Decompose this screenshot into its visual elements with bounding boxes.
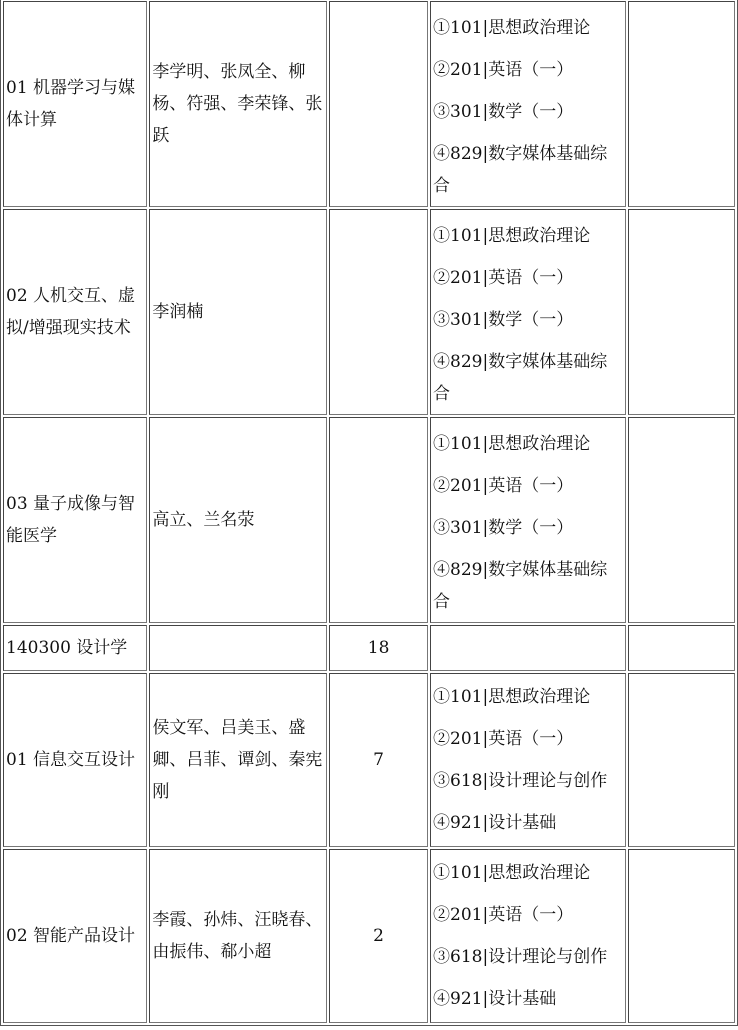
exam-subjects-cell [430, 209, 626, 415]
advisors: 李霞、孙炜、汪晓春、由振伟、郗小超 [152, 910, 323, 962]
exam-subject: ③618|设计理论与创作 [433, 947, 608, 967]
advisors: 李学明、张凤全、柳杨、符强、李荣锋、张跃 [152, 62, 323, 146]
exam-subject: ③301|数学（一） [433, 101, 574, 122]
notes-cell [628, 209, 735, 415]
table-row [3, 1, 735, 207]
exam-subject: ④921|设计基础 [433, 813, 557, 833]
research-direction: 03 量子成像与智能医学 [6, 494, 136, 546]
research-direction: 02 智能产品设计 [6, 926, 136, 946]
exam-subject: ①101|思想政治理论 [433, 687, 591, 707]
advisors-cell [149, 1, 327, 207]
exam-subject: ③301|数学（一） [433, 309, 574, 330]
exam-subject: ①101|思想政治理论 [433, 225, 591, 246]
notes-cell [628, 849, 735, 1023]
exam-subject: ④921|设计基础 [433, 989, 557, 1009]
advisors: 李润楠 [152, 302, 204, 322]
enrollment-count-cell [329, 673, 428, 847]
advisors: 高立、兰名荥 [152, 510, 255, 530]
table-row-discipline [3, 625, 735, 671]
enrollment-count-cell [329, 849, 428, 1023]
exam-subjects-cell [430, 625, 626, 671]
enrollment-count-cell [329, 417, 428, 623]
advisors-cell [149, 673, 327, 847]
exam-subjects-cell [430, 1, 626, 207]
research-direction-cell [3, 417, 147, 623]
enrollment-count: 2 [373, 926, 384, 946]
exam-subject: ①101|思想政治理论 [433, 17, 591, 38]
notes-cell [628, 417, 735, 623]
research-direction: 01 机器学习与媒体计算 [6, 78, 136, 130]
table-row [3, 849, 735, 1023]
table-row [3, 673, 735, 847]
notes-cell [628, 673, 735, 847]
exam-subject: ④829|数字媒体基础综合 [433, 351, 608, 404]
exam-subject: ②201|英语（一） [433, 267, 574, 288]
discipline-code-name: 140300 设计学 [6, 638, 128, 658]
advisors-cell [149, 625, 327, 671]
research-direction-cell [3, 209, 147, 415]
exam-subjects-cell [430, 417, 626, 623]
exam-subject: ②201|英语（一） [433, 729, 574, 749]
exam-subject: ②201|英语（一） [433, 59, 574, 80]
research-direction-cell [3, 673, 147, 847]
discipline-cell [3, 625, 147, 671]
notes-cell [628, 625, 735, 671]
exam-subjects-cell [430, 849, 626, 1023]
enrollment-count-cell [329, 209, 428, 415]
notes-cell [628, 1, 735, 207]
advisors-cell [149, 849, 327, 1023]
exam-subject: ④829|数字媒体基础综合 [433, 559, 608, 612]
exam-subject: ③618|设计理论与创作 [433, 771, 608, 791]
research-direction-cell [3, 1, 147, 207]
research-direction: 02 人机交互、虚拟/增强现实技术 [6, 286, 136, 338]
research-direction-cell [3, 849, 147, 1023]
enrollment-count-cell [329, 625, 428, 671]
enrollment-count: 7 [373, 750, 384, 770]
exam-subject: ②201|英语（一） [433, 905, 574, 925]
research-direction: 01 信息交互设计 [6, 750, 136, 770]
exam-subject: ③301|数学（一） [433, 517, 574, 538]
enrollment-count: 18 [367, 638, 390, 658]
exam-subject: ①101|思想政治理论 [433, 863, 591, 883]
advisors: 侯文军、吕美玉、盛卿、吕菲、谭剑、秦宪刚 [152, 718, 323, 802]
exam-subjects-cell [430, 673, 626, 847]
table-row [3, 209, 735, 415]
exam-subject: ①101|思想政治理论 [433, 433, 591, 454]
advisors-cell [149, 417, 327, 623]
exam-subject: ④829|数字媒体基础综合 [433, 143, 608, 196]
exam-subject: ②201|英语（一） [433, 475, 574, 496]
enrollment-count-cell [329, 1, 428, 207]
table-row [3, 417, 735, 623]
advisors-cell [149, 209, 327, 415]
